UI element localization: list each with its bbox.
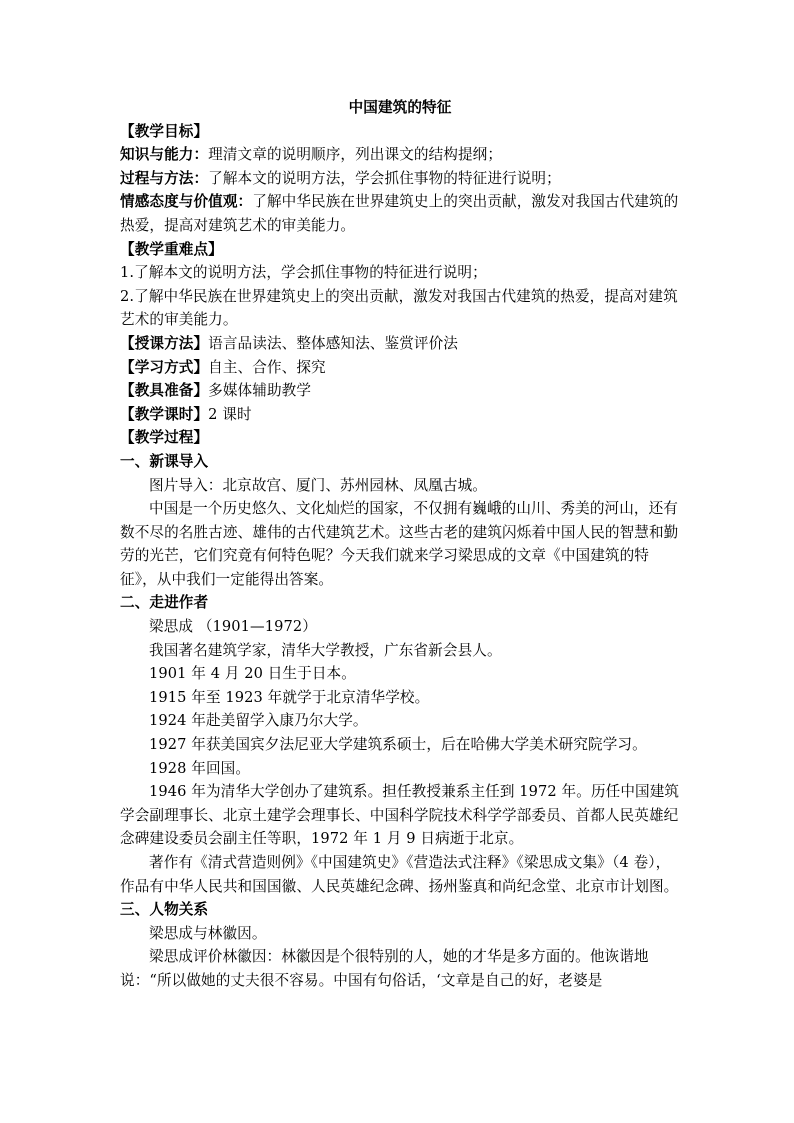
teaching-tools-label: 【教具准备】 [120, 382, 209, 400]
key-points-heading: 【教学重难点】 [120, 240, 223, 258]
goal-process-text: 了解本文的说明方法，学会抓住事物的特征进行说明； [208, 169, 561, 187]
relation-line-1: 梁思成与林徽因。 [149, 924, 267, 942]
author-line-2: 我国著名建筑学家，清华大学教授，广东省新会县人。 [149, 641, 502, 659]
teaching-tools-text: 多媒体辅助教学 [208, 382, 312, 400]
document-title: 中国建筑的特征 [348, 99, 452, 116]
section-3-title: 三、人物关系 [120, 901, 209, 919]
author-line-7: 1928 年回国。 [149, 759, 251, 777]
goal-emotion-label: 情感态度与价值观： [120, 193, 253, 211]
goal-process-label: 过程与方法： [120, 169, 209, 187]
author-line-5: 1924 年赴美留学入康乃尔大学。 [149, 712, 368, 730]
goal-knowledge [120, 143, 680, 167]
author-line-3: 1901 年 4 月 20 日生于日本。 [149, 665, 356, 683]
section-1-paragraph-1: 图片导入：北京故宫、厦门、苏州园林、凤凰古城。 [149, 476, 487, 494]
class-hours [120, 403, 680, 427]
class-hours-text: 2 课时 [208, 405, 252, 423]
author-line-6: 1927 年获美国宾夕法尼亚大学建筑系硕士，后在哈佛大学美术研究院学习。 [149, 736, 647, 754]
section-1-paragraph-2: 中国是一个历史悠久、文化灿烂的国家，不仅拥有巍峨的山川、秀美的河山，还有数不尽的名胜古迹、雄伟的古代建筑艺术。这些古老的建筑闪烁着中国人民的智慧和勤劳的光芒，它们究竟有何特色呢？今天我们就来学习梁思成的文章《中国建筑的特征》，从中我们一定能得出答案。 [120, 500, 679, 588]
author-line-9: 著作有《清式营造则例》《中国建筑史》《营造法式注释》《梁思成文集》（4 卷），作品有中华人民共和国国徽、人民英雄纪念碑、扬州鉴真和尚纪念堂、北京市计划图。 [120, 854, 679, 895]
key-point-1: 1.了解本文的说明方法，学会抓住事物的特征进行说明； [120, 264, 487, 282]
goal-knowledge-label: 知识与能力： [120, 146, 209, 164]
section-1-title: 一、新课导入 [120, 452, 209, 470]
process-heading: 【教学过程】 [120, 429, 209, 447]
teaching-method [120, 332, 680, 356]
goals-heading: 【教学目标】 [120, 122, 209, 140]
goal-emotion-text: 了解中华民族在世界建筑史上的突出贡献，激发对我国古代建筑的热爱，提高对建筑艺术的审美能力。 [120, 193, 679, 234]
section-2-title: 二、走进作者 [120, 594, 209, 612]
teaching-method-label: 【授课方法】 [120, 334, 209, 352]
teaching-method-text: 语言品读法、整体感知法、鉴赏评价法 [208, 334, 458, 352]
key-point-2: 2.了解中华民族在世界建筑史上的突出贡献，激发对我国古代建筑的热爱，提高对建筑艺术的审美能力。 [120, 287, 678, 329]
teaching-tools [120, 379, 680, 403]
author-line-8: 1946 年为清华大学创办了建筑系。担任教授兼系主任到 1972 年。历任中国建筑学会副理事长、北京土建学会理事长、中国科学院技术科学学部委员、首都人民英雄纪念碑建设委员会副主任等职，1972 年 1 月 9 日病逝于北京。 [120, 783, 680, 848]
document-body [120, 96, 680, 993]
goal-process [120, 167, 680, 191]
author-name: 梁思成 （1901—1972） [149, 618, 317, 636]
author-line-4: 1915 年至 1923 年就学于北京清华学校。 [149, 688, 430, 706]
learning-mode-label: 【学习方式】 [120, 358, 209, 376]
learning-mode [120, 356, 680, 380]
goal-emotion [120, 190, 680, 237]
learning-mode-text: 自主、合作、探究 [208, 358, 326, 376]
goal-knowledge-text: 理清文章的说明顺序，列出课文的结构提纲； [208, 146, 503, 164]
relation-line-2: 梁思成评价林徽因：林徽因是个很特别的人，她的才华是多方面的。他诙谐地说：“所以做她的丈夫很不容易。中国有句俗话，‘文章是自己的好，老婆是 [120, 948, 649, 989]
class-hours-label: 【教学课时】 [120, 405, 209, 423]
